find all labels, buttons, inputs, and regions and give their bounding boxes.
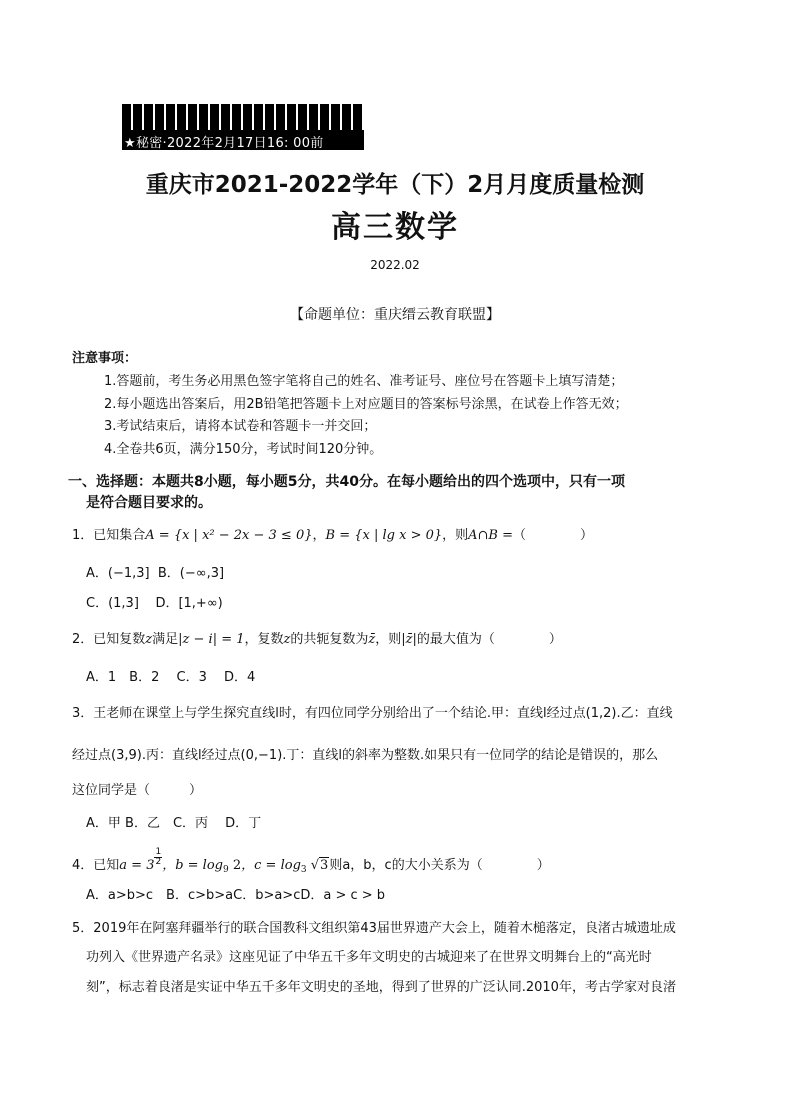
q1-option-b: B．(−∞,3] [157,566,225,581]
barcode-stripes [122,104,364,130]
q3-line2: 经过点(3,9).丙：直线l经过点(0,−1).丁：直线l的斜率为整数.如果只有一位同学的结论是错误的，那么 [72,748,659,763]
section-heading-line2: 是符合题目要求的。 [86,495,212,511]
question-2 [72,628,562,647]
q1-ask: ，则 [442,528,469,543]
q2-t5: 的最大值为（ [416,632,495,647]
q3-line1: 3．王老师在课堂上与学生探究直线l时，有四位同学分别给出了一个结论.甲：直线l经过点(1,2).乙：直线 [72,706,673,721]
q4-options: A．a>b>c B．c>b>aC．b>a>cD．a > c > b [86,888,386,903]
q2-z-2: z [283,632,291,647]
question-4: 4．已知a = 3 $\frac{1}{2}$ ，$b = \log_9 2$，$c = \log_3 √3$则a，b，c的大小关系为（ ） [72,847,550,875]
q4-b-part: ，b = log [162,858,223,873]
notice-item-1: 1.答题前，考生务必用黑色签字笔将自己的姓名、准考证号、座位号在答题卡上填写清楚； [104,374,624,389]
q1-set-b: B = {x | lg x > 0} [325,528,443,543]
exam-subject: 高三数学 [331,210,459,245]
q2-paren-right: ） [548,632,562,647]
q4-b-base: 9 [223,865,229,875]
q1-option-a: A．(−1,3] [86,566,150,581]
q3-options: A．甲 B．乙 C．丙 D．丁 [86,816,262,831]
exam-date: 2022.02 [370,258,420,272]
q2-options: A．1 B．2 C．3 D．4 [86,670,256,685]
q2-condition: |z − i| = 1 [178,632,245,647]
q1-set-a: A = {x | x² − 2x − 3 ≤ 0} [145,528,313,543]
q5-line3: 刻”，标志着良渚是实证中华五千多年文明史的圣地，得到了世界的广泛认同.2010年，考古学家对良渚 [86,980,676,995]
q1-option-c: C．(1,3] [86,596,139,611]
q5-line2: 功列入《世界遗产名录》这座见证了中华五千多年文明史的古城迎来了在世界文明舞台上的“高光时 [86,950,652,965]
notice-item-2: 2.每小题选出答案后，用2B铅笔把答题卡上对应题目的答案标号涂黑，在试卷上作答无效； [104,397,628,412]
q2-t4: ，则 [375,632,402,647]
secret-stamp [122,104,364,150]
q2-t1: 满足 [152,632,179,647]
question-1 [72,524,593,543]
section-heading-line1: 一、选择题：本题共8小题，每小题5分，共40分。在每小题给出的四个选项中，只有一项 [68,474,625,490]
notice-item-4: 4.全卷共6页，满分150分，考试时间120分钟。 [104,442,383,457]
exam-title: 重庆市2021-2022学年（下）2月月度质量检测 [145,172,645,198]
q4-exp-den: 2 [155,857,162,867]
q4-c-part: ，c = log [241,858,301,873]
q4-rest: 则a，b，c的大小关系为（ [329,858,483,873]
q2-prefix: 2．已知复数 [72,632,146,647]
q1-options-row1 [86,562,224,581]
q4-paren-right: ） [536,858,550,873]
notice-item-3: 3.考试结束后，请将本试卷和答题卡一并交回； [104,419,377,434]
q1-prefix: 1．已知集合 [72,528,146,543]
q1-expr: A∩B = [468,528,514,543]
q1-options-row2 [86,592,223,611]
q2-t2: ，复数 [244,632,284,647]
section-heading [68,472,738,514]
q2-abs-zbar: |z̄| [401,632,417,647]
secret-tag: ★秘密·2022年2月17日16: 00前 [124,136,324,151]
q1-option-d: D．[1,+∞) [155,596,223,611]
q4-prefix: 4．已知 [72,858,120,873]
q2-t3: 的共轭复数为 [290,632,369,647]
q2-z: z [145,632,153,647]
q4-exp-num: 1 [155,847,162,857]
q1-paren-left: （ [513,528,527,543]
q4-b-arg: 2 [228,858,242,873]
q4-c-arg: 3 [320,858,329,873]
q3-line3: 这位同学是（ ） [72,783,203,798]
q2-zbar: z̄ [368,632,376,647]
q1-paren-right: ） [580,528,594,543]
q1-sep: ， [312,528,326,543]
exam-unit: 【命题单位：重庆缙云教育联盟】 [290,307,500,323]
q4-a-base: a = 3 [119,858,155,873]
notice-heading: 注意事项： [72,351,138,366]
q4-c-base: 3 [300,865,307,875]
q5-line1: 5．2019年在阿塞拜疆举行的联合国教科文组织第43届世界遗产大会上，随着木槌落定，良渚古城遗址成 [72,921,676,936]
